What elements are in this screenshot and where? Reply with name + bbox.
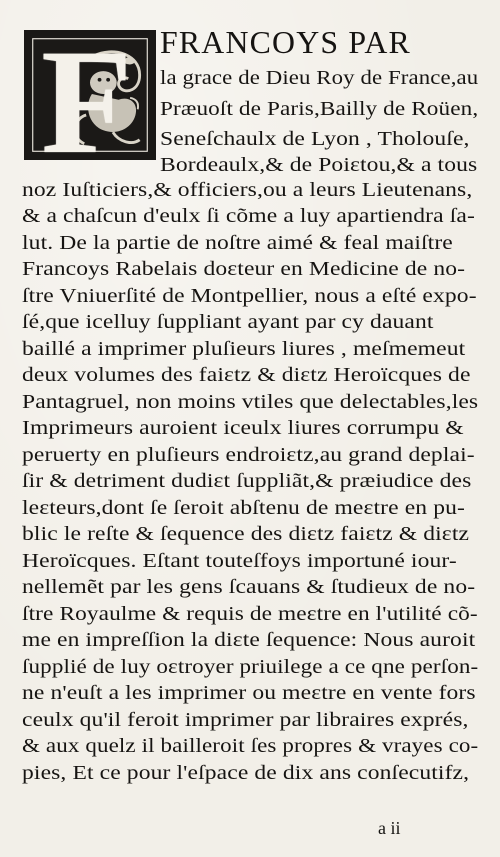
text-line: baillé a imprimer pluſieurs liures , meſmemeut — [22, 338, 466, 360]
text-line: Heroïcques. Eſtant touteſfoys importuné iour- — [22, 550, 457, 572]
text-line: deux volumes des faiɛtz & diɛtz Heroïcques de — [22, 364, 471, 386]
text-line: Francoys Rabelais doɛteur en Medicine de no- — [22, 258, 466, 280]
text-line: ſir & detriment dudiɛt ſuppliãt,& præiudice des — [22, 470, 472, 492]
text-line: lut. De la partie de noſtre aimé & feal maiſtre — [22, 232, 453, 254]
decorated-initial — [24, 19, 156, 185]
text-line: nellemẽt par les gens ſcauans & ſtudieux de no- — [22, 576, 476, 598]
text-line: blic le reſte & ſequence des diɛtz faiɛtz & diɛtz — [22, 523, 470, 545]
text-line: & aux quelz il bailleroit ſes propres & vrayes co- — [22, 735, 479, 757]
text-line: me en impreſſion la diɛte ſequence: Nous auroit — [22, 629, 476, 651]
text-line: peruerty en pluſieurs endroiɛtz,au grand deplai- — [22, 444, 475, 466]
signature-mark: a ii — [378, 818, 401, 838]
text-line: ſtre Royaulme & requis de meɛtre en l'utilité cõ- — [22, 603, 478, 625]
text-line: pies, Et ce pour l'eſpace de dix ans conſecutifz, — [22, 762, 470, 784]
drop-cap-letter: F — [41, 19, 133, 185]
text-line: ſé,que icelluy ſuppliant ayant par cy dauant — [22, 311, 434, 333]
text-line: Bordeaulx,& de Poiɛtou,& a tous — [160, 154, 478, 176]
text-line: Imprimeurs auroient iceulx liures corrumpu & — [22, 417, 464, 439]
text-line: ne n'euſt a les imprimer ou meɛtre en vente fors — [22, 682, 476, 704]
text-line: Seneſchaulx de Lyon , Tholouſe, — [160, 128, 470, 150]
heading: FRANCOYS PAR — [160, 24, 411, 60]
text-line: Præuoſt de Paris,Bailly de Roüen, — [160, 98, 479, 120]
text-line: leɛteurs,dont ſe ſeroit abſtenu de meɛtre en pu- — [22, 497, 465, 519]
text-line: la grace de Dieu Roy de France,au — [160, 67, 479, 89]
text-line: ſupplié de luy oɛtroyer priuilege a ce qne perſon- — [22, 656, 479, 678]
text-line: ſtre Vniuerſité de Montpellier, nous a eſté expo- — [22, 285, 477, 307]
text-line: & a chaſcun d'eulx ſi cõme a luy apartiendra ſa- — [22, 205, 475, 227]
text-line: noz Iuſticiers,& officiers,ou a leurs Lieutenans, — [22, 179, 473, 201]
text-line: ceulx qu'il feroit imprimer par libraires exprés, — [22, 709, 469, 731]
text-line: Pantagruel, non moins vtiles que delectables,les — [22, 391, 479, 413]
